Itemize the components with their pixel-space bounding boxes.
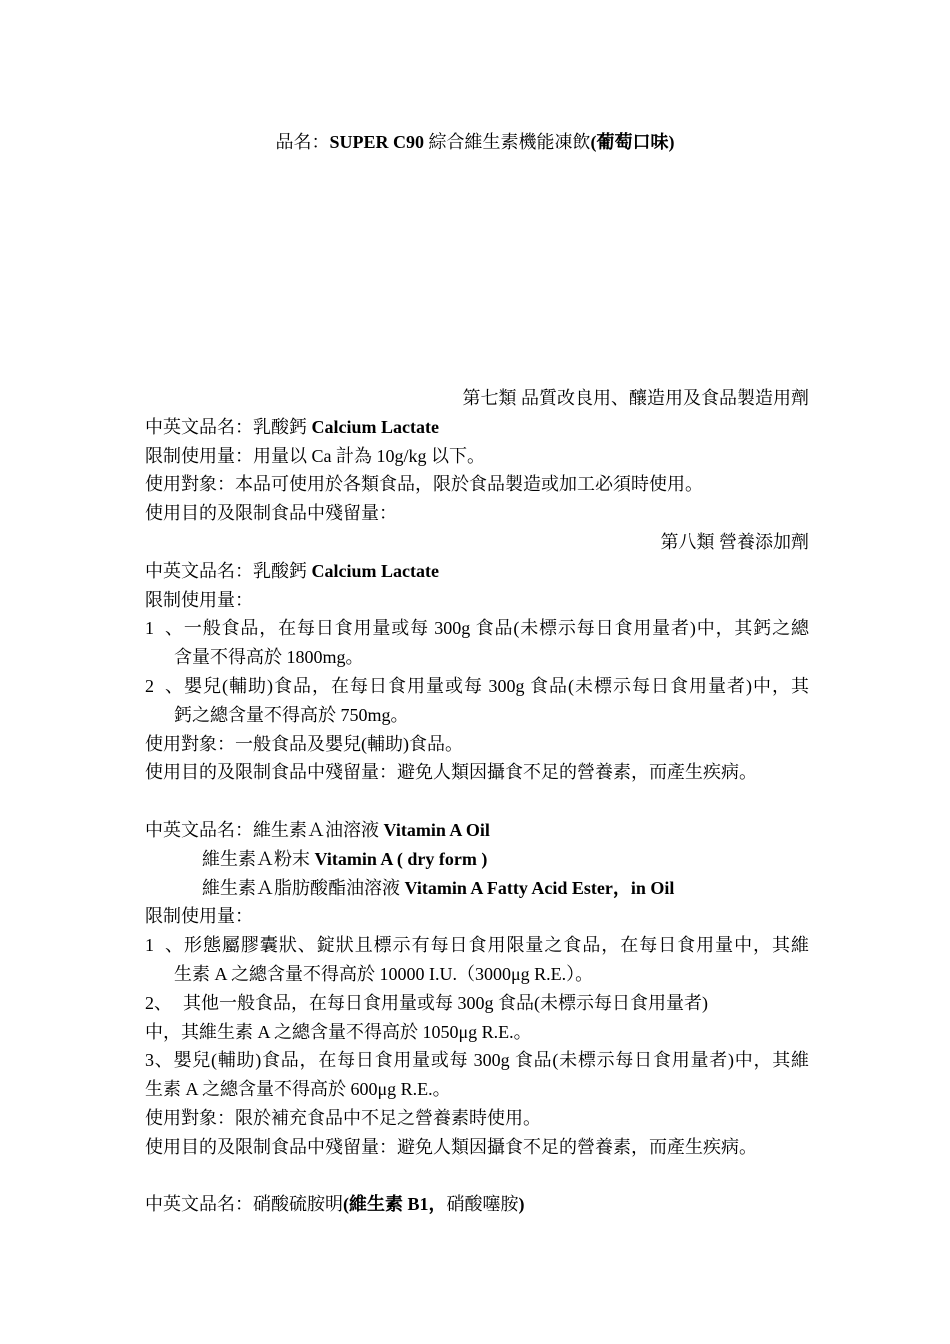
vitamin-a-name1-en: Vitamin A Oil	[383, 819, 490, 840]
spacer	[145, 1162, 809, 1191]
vitamin-a-product-name	[145, 816, 809, 845]
b1-name-mid: 硝酸噻胺	[446, 1194, 519, 1215]
vitamin-a-item-2-continued: 中，其維生素 A 之總含量不得高於 1050μg R.E.。	[145, 1021, 532, 1042]
calcium-item-2	[145, 672, 809, 701]
vitamin-a-target: 使用對象：限於補充食品中不足之營養素時使用。	[145, 1107, 541, 1128]
calcium-item-2-number: 2、	[145, 675, 183, 696]
document-body	[145, 384, 809, 1219]
b1-name-label: 中英文品名：硝酸硫胺明	[145, 1194, 343, 1215]
calcium-item-2-continued: 鈣之總含量不得高於 750mg。	[174, 704, 409, 725]
vitamin-a-name2-en: Vitamin A ( dry form )	[314, 848, 488, 869]
vitamin-a-name-2	[145, 845, 809, 874]
vitamin-b1-product-name	[145, 1190, 809, 1219]
title-prefix: 品名：	[275, 132, 330, 152]
spacer	[145, 787, 809, 816]
vitamin-a-item-2-text: 其他一般食品，在每日食用量或每 300g 食品(未標示每日食用量者)	[183, 992, 708, 1013]
calcium-product-name	[145, 557, 809, 586]
vitamin-a-limit-label: 限制使用量：	[145, 906, 253, 927]
vitamin-a-item-1	[145, 931, 809, 960]
title-product: 綜合維生素機能凍飲	[424, 132, 591, 152]
vitamin-a-item-1-text: 形態屬膠囊狀、錠狀且標示有每日食用限量之食品，在每日食用量中，其維	[183, 935, 809, 956]
category-7-header: 第七類 品質改良用、釀造用及食品製造用劑	[462, 388, 809, 408]
b1-name-end: )	[518, 1194, 525, 1215]
vitamin-a-item-2-number: 2、	[145, 992, 172, 1013]
calcium-limit-label: 限制使用量：	[145, 589, 253, 610]
cat7-name-en: Calcium Lactate	[311, 416, 439, 437]
calcium-item-1-continued: 含量不得高於 1800mg。	[174, 647, 364, 668]
cat7-purpose: 使用目的及限制食品中殘留量：	[145, 503, 397, 524]
vitamin-a-name-label: 中英文品名：維生素Ａ油溶液	[145, 819, 384, 840]
b1-name-bold: (維生素 B1，	[343, 1194, 447, 1215]
vitamin-a-name3-zh: 維生素Ａ脂肪酸酯油溶液	[202, 877, 405, 898]
title-flavor: (葡萄口味)	[590, 132, 675, 152]
category-8-header: 第八類 營養添加劑	[660, 531, 809, 552]
calcium-name-label: 中英文品名：乳酸鈣	[145, 560, 312, 581]
calcium-item-2-text: 嬰兒(輔助)食品，在每日食用量或每 300g 食品(未標示每日食用量者)中，其	[183, 675, 809, 696]
vitamin-a-item-3: 3、嬰兒(輔助)食品，在每日食用量或每 300g 食品(未標示每日食用量者)中，其維	[145, 1050, 809, 1071]
vitamin-a-name-3	[145, 874, 809, 903]
vitamin-a-name3-en: Vitamin A Fatty Acid Ester，in Oil	[404, 877, 675, 898]
cat7-usage-limit: 限制使用量：用量以 Ca 計為 10g/kg 以下。	[145, 445, 485, 466]
calcium-item-1-text: 一般食品，在每日食用量或每 300g 食品(未標示每日食用量者)中，其鈣之總	[183, 618, 809, 639]
calcium-target: 使用對象：一般食品及嬰兒(輔助)食品。	[145, 733, 463, 754]
vitamin-a-item-2	[145, 989, 809, 1018]
title-brand: SUPER C90	[329, 132, 424, 152]
cat7-target: 使用對象：本品可使用於各類食品，限於食品製造或加工必須時使用。	[145, 474, 703, 495]
cat7-name-label: 中英文品名：乳酸鈣	[145, 416, 312, 437]
calcium-item-1	[145, 614, 809, 643]
vitamin-a-item-1-number: 1、	[145, 935, 183, 956]
vitamin-a-name2-zh: 維生素Ａ粉末	[202, 848, 315, 869]
vitamin-a-item-1-continued: 生素 A 之總含量不得高於 10000 I.U.（3000μg R.E.）。	[174, 963, 594, 984]
vitamin-a-purpose: 使用目的及限制食品中殘留量：避免人類因攝食不足的營養素，而產生疾病。	[145, 1136, 757, 1157]
vitamin-a-item-3-continued: 生素 A 之總含量不得高於 600μg R.E.。	[145, 1079, 451, 1100]
calcium-purpose: 使用目的及限制食品中殘留量：避免人類因攝食不足的營養素，而產生疾病。	[145, 762, 757, 783]
product-title	[0, 128, 950, 156]
cat7-product-name	[145, 413, 809, 442]
calcium-item-1-number: 1、	[145, 618, 183, 639]
calcium-name-en: Calcium Lactate	[311, 560, 439, 581]
